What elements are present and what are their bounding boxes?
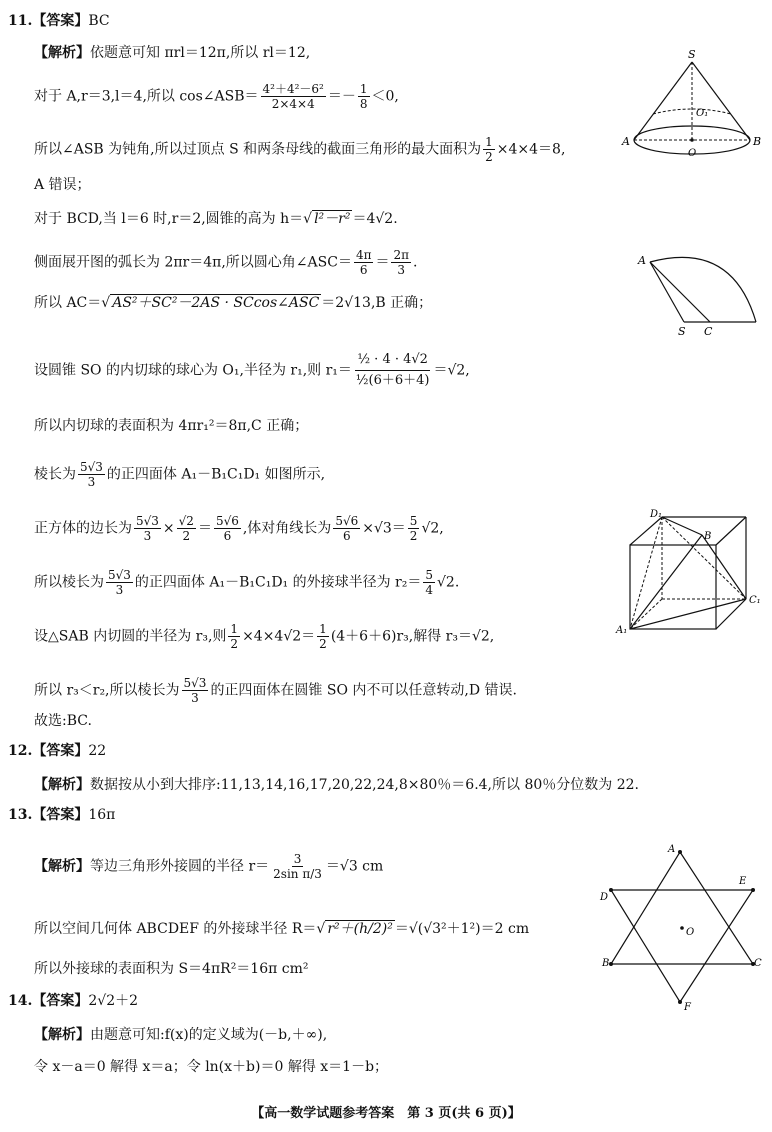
numerator: 1 bbox=[319, 622, 327, 636]
q11-line-5: 对于 BCD,当 l＝6 时,r＝2,圆锥的高为 h＝√ l²－r² ＝4√2. bbox=[34, 211, 398, 227]
star-label-F: F bbox=[684, 1002, 691, 1013]
cube-label-D1: D₁ bbox=[650, 509, 663, 520]
numerator: 5√3 bbox=[80, 460, 103, 474]
text: . bbox=[413, 254, 418, 271]
analysis-label: 【解析】 bbox=[34, 1027, 90, 1043]
q12-answer-label: 12.【答案】 bbox=[8, 743, 89, 759]
fraction bbox=[177, 514, 196, 543]
cube-label-A1: A₁ bbox=[616, 625, 628, 635]
numerator: 5√6 bbox=[335, 514, 359, 528]
text: ＝ bbox=[197, 520, 212, 537]
q12-answer-value: 22 bbox=[88, 743, 107, 759]
denominator: 2 bbox=[409, 529, 418, 543]
text: √2. bbox=[437, 574, 460, 591]
cone-label-B: B bbox=[753, 135, 762, 148]
q11-line-14 bbox=[34, 676, 517, 705]
text: 等边三角形外接圆的半径 r＝ bbox=[90, 858, 270, 875]
q11-line-13 bbox=[34, 622, 494, 651]
q12-text-1: 数据按从小到大排序:11,13,14,16,17,20,22,24,8×80％＝6.4,所以 80％分位数为 22. bbox=[90, 777, 639, 793]
numerator: 5√3 bbox=[108, 568, 131, 582]
cube-figure bbox=[612, 505, 772, 635]
q11-line-3 bbox=[34, 135, 565, 164]
numerator: 2π bbox=[393, 248, 410, 262]
denominator: 2 bbox=[485, 150, 493, 164]
q14-text-1: 由题意可知:f(x)的定义域为(－b,＋∞), bbox=[90, 1027, 328, 1043]
numerator: 5 bbox=[425, 568, 434, 582]
q11-line-15: 故选:BC. bbox=[34, 713, 92, 729]
fraction bbox=[423, 568, 435, 597]
q12-line-1 bbox=[34, 776, 639, 794]
numerator: 4π bbox=[355, 248, 372, 262]
q14-answer-value: 2√2＋2 bbox=[88, 993, 139, 1009]
cone-label-O1: O₁ bbox=[696, 108, 709, 119]
numerator: √2 bbox=[178, 514, 194, 528]
text: 设△SAB 内切圆的半径为 r₃,则 bbox=[34, 628, 227, 645]
q12-answer bbox=[8, 742, 106, 760]
text: ,体对角线长为 bbox=[242, 520, 332, 537]
q13-answer-value: 16π bbox=[88, 807, 116, 823]
fraction bbox=[134, 514, 161, 543]
fraction bbox=[214, 514, 241, 543]
text: 的正四面体 A₁－B₁C₁D₁ 如图所示, bbox=[106, 466, 326, 483]
q14-line-1 bbox=[34, 1026, 327, 1044]
hexagram-figure bbox=[596, 840, 768, 1015]
denominator: 2 bbox=[230, 637, 239, 651]
denominator: 8 bbox=[359, 97, 368, 111]
q13-line-1 bbox=[34, 852, 383, 881]
denominator: 3 bbox=[143, 529, 152, 543]
cone-label-S: S bbox=[688, 48, 696, 61]
cone-label-O: O bbox=[688, 148, 697, 159]
text: ×√3＝ bbox=[362, 520, 406, 537]
numerator: 5√6 bbox=[215, 514, 239, 528]
denominator: 2 bbox=[182, 529, 191, 543]
text: 棱长为 bbox=[34, 466, 76, 483]
fraction bbox=[261, 82, 326, 111]
fraction bbox=[333, 514, 360, 543]
star-label-O: O bbox=[686, 927, 695, 938]
denominator: 2 bbox=[319, 637, 327, 651]
text: √2, bbox=[421, 520, 444, 537]
sector-figure bbox=[634, 248, 764, 338]
text: 设圆锥 SO 的内切球的球心为 O₁,半径为 r₁,则 r₁＝ bbox=[34, 362, 352, 379]
text: ＝√3 cm bbox=[325, 858, 384, 875]
star-label-E: E bbox=[739, 876, 747, 887]
q11-line-7: 所以 AC＝√ AS²＋SC²－2AS · SCcos∠ASC ＝2√13,B 正确； bbox=[34, 295, 433, 311]
cube-label-B: B bbox=[704, 531, 712, 542]
cone-figure bbox=[620, 48, 770, 168]
text: 对于 A,r＝3,l＝4,所以 cos∠ASB＝ bbox=[34, 88, 259, 105]
numerator: 5√3 bbox=[136, 514, 159, 528]
star-label-C: C bbox=[754, 958, 762, 969]
sector-label-S: S bbox=[678, 325, 686, 338]
fraction bbox=[358, 82, 370, 111]
q13-line-3: 所以外接球的表面积为 S＝4πR²＝16π cm² bbox=[34, 961, 309, 977]
text: ＜0, bbox=[371, 88, 399, 105]
q13-answer-label: 13.【答案】 bbox=[8, 807, 89, 823]
text: ＝√(√3²＋1²)＝2 cm bbox=[394, 921, 530, 937]
fraction bbox=[106, 568, 133, 597]
text: ＝ bbox=[375, 254, 390, 271]
denominator: 3 bbox=[87, 475, 96, 489]
radicand: l²－r² bbox=[314, 211, 351, 227]
text: ×4×4＝8, bbox=[496, 141, 566, 158]
fraction bbox=[391, 248, 411, 277]
radicand: AS²＋SC²－2AS · SCcos∠ASC bbox=[112, 295, 320, 311]
denominator: 3 bbox=[397, 263, 406, 277]
q11-answer-label: 11.【答案】 bbox=[8, 13, 89, 29]
cube-label-C1: C₁ bbox=[749, 595, 761, 606]
denominator: 6 bbox=[342, 529, 351, 543]
star-label-B: B bbox=[602, 958, 610, 969]
denominator: 3 bbox=[115, 583, 124, 597]
numerator: 1 bbox=[359, 82, 368, 96]
numerator: 5√3 bbox=[183, 676, 207, 690]
q11-line-10 bbox=[34, 460, 325, 489]
text: 侧面展开图的弧长为 2πr＝4π,所以圆心角∠ASC＝ bbox=[34, 254, 352, 271]
fraction bbox=[182, 676, 209, 705]
text: 所以棱长为 bbox=[34, 574, 104, 591]
numerator: ½ · 4 · 4√2 bbox=[355, 350, 430, 371]
star-label-A: A bbox=[668, 844, 676, 855]
fraction bbox=[78, 460, 105, 489]
q11-line-1 bbox=[34, 44, 310, 62]
radicand: r²＋(h/2)² bbox=[327, 921, 393, 937]
text: 的正四面体 A₁－B₁C₁D₁ 的外接球半径为 r₂＝ bbox=[134, 574, 422, 591]
text: ＝2√13,B 正确； bbox=[321, 295, 433, 311]
cone-label-A: A bbox=[622, 135, 630, 148]
text: ＝4√2. bbox=[352, 211, 398, 227]
text: (4＋6＋6)r₃,解得 r₃＝√2, bbox=[330, 628, 495, 645]
text: 对于 BCD,当 l＝6 时,r＝2,圆锥的高为 h＝ bbox=[34, 211, 304, 227]
q11-text-1: 依题意可知 πrl＝12π,所以 rl＝12, bbox=[90, 45, 311, 61]
q11-line-12 bbox=[34, 568, 459, 597]
q11-line-11 bbox=[34, 514, 444, 543]
text: 所以 AC＝ bbox=[34, 295, 102, 311]
denominator: 6 bbox=[359, 263, 368, 277]
text: 所以∠ASB 为钝角,所以过顶点 S 和两条母线的截面三角形的最大面积为 bbox=[34, 141, 482, 158]
q14-line-2: 令 x－a＝0 解得 x＝a；令 ln(x＋b)＝0 解得 x＝1－b； bbox=[34, 1059, 389, 1075]
numerator: 5 bbox=[409, 514, 418, 528]
q11-answer-value: BC bbox=[88, 13, 110, 29]
q14-answer-label: 14.【答案】 bbox=[8, 993, 89, 1009]
denominator: 2sin π/3 bbox=[273, 867, 322, 881]
text: ＝√2, bbox=[433, 362, 470, 379]
analysis-label: 【解析】 bbox=[34, 858, 90, 875]
fraction bbox=[271, 852, 324, 881]
denominator: 4 bbox=[425, 583, 434, 597]
q11-line-6 bbox=[34, 248, 417, 277]
numerator: 1 bbox=[230, 622, 239, 636]
text: ×4×4√2＝ bbox=[242, 628, 316, 645]
fraction bbox=[408, 514, 420, 543]
sector-label-C: C bbox=[704, 325, 713, 338]
denominator: 3 bbox=[191, 691, 199, 705]
fraction bbox=[317, 622, 329, 651]
sector-label-A: A bbox=[638, 254, 646, 267]
numerator: 3 bbox=[293, 852, 302, 866]
analysis-label: 【解析】 bbox=[34, 45, 90, 61]
denominator: 2×4×4 bbox=[271, 97, 315, 111]
fraction bbox=[354, 350, 432, 391]
q14-answer bbox=[8, 992, 138, 1010]
q11-line-9: 所以内切球的表面积为 4πr₁²＝8π,C 正确； bbox=[34, 418, 309, 434]
text: 正方体的边长为 bbox=[34, 520, 132, 537]
denominator: 6 bbox=[223, 529, 232, 543]
text: 的正四面体在圆锥 SO 内不可以任意转动,D 错误. bbox=[210, 682, 517, 699]
fraction bbox=[354, 248, 374, 277]
numerator: 1 bbox=[485, 135, 493, 149]
q11-line-4: A 错误； bbox=[34, 177, 91, 193]
numerator: 4²＋4²－6² bbox=[262, 82, 324, 96]
text: 所以空间几何体 ABCDEF 的外接球半径 R＝ bbox=[34, 921, 317, 937]
text: × bbox=[162, 520, 175, 537]
fraction bbox=[483, 135, 495, 164]
q13-answer bbox=[8, 806, 115, 824]
q11-line-2 bbox=[34, 82, 399, 111]
q11-answer bbox=[8, 12, 110, 30]
q11-line-8 bbox=[34, 350, 470, 391]
text: ＝－ bbox=[327, 88, 356, 105]
text: 所以 r₃＜r₂,所以棱长为 bbox=[34, 682, 180, 699]
denominator: ½(6＋6＋4) bbox=[355, 373, 430, 388]
analysis-label: 【解析】 bbox=[34, 777, 90, 793]
fraction bbox=[228, 622, 240, 651]
page-footer: 【高一数学试题参考答案 第 3 页(共 6 页)】 bbox=[251, 1106, 521, 1121]
q13-line-2: 所以空间几何体 ABCDEF 的外接球半径 R＝√ r²＋(h/2)² ＝√(√3²＋1²)＝2 cm bbox=[34, 921, 530, 937]
star-label-D: D bbox=[600, 892, 609, 903]
